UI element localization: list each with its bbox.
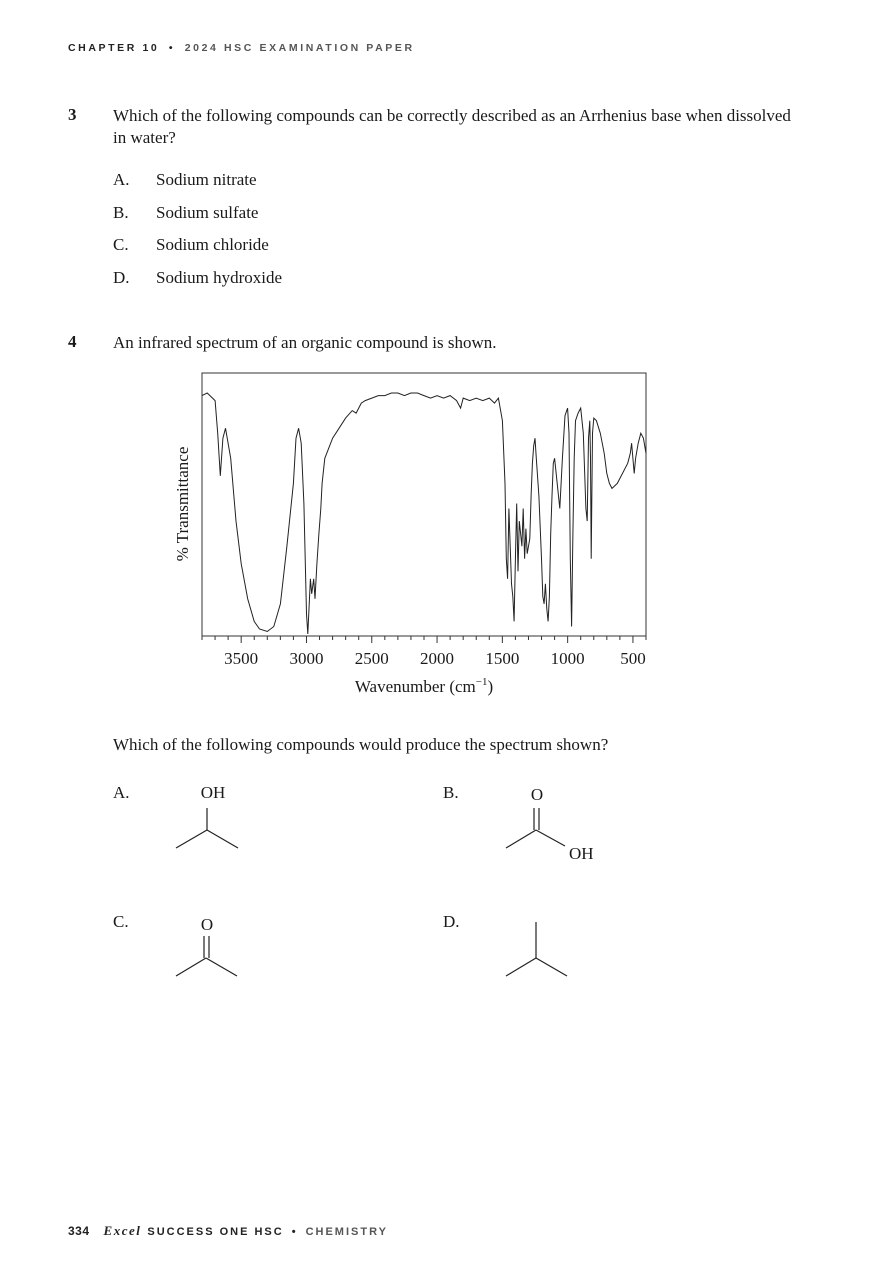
option-letter: D. <box>113 268 130 287</box>
footer-separator: • <box>291 1226 298 1238</box>
q3-option-c <box>113 235 269 255</box>
question-4-text: An infrared spectrum of an organic compound is shown. <box>113 333 497 352</box>
x-tick-label: 2000 <box>420 649 455 668</box>
option-letter: A. <box>113 170 130 189</box>
q4-option-c-letter: C. <box>113 912 129 931</box>
q4-option-b-letter: B. <box>443 783 459 802</box>
bond <box>176 958 206 976</box>
running-head <box>68 42 415 54</box>
x-axis-ticks <box>202 636 646 643</box>
bond <box>206 958 237 976</box>
x-tick-label: 3000 <box>289 649 324 668</box>
spectrum-line <box>202 393 646 634</box>
q4-option-a-letter: A. <box>113 783 130 802</box>
bond <box>536 830 565 846</box>
question-3-number: 3 <box>68 105 77 124</box>
question-4-number: 4 <box>68 332 77 351</box>
propan-2-ol-structure <box>165 778 255 858</box>
x-tick-label: 2500 <box>354 649 389 668</box>
header-separator: • <box>168 42 176 54</box>
bond <box>506 830 536 848</box>
carbonyl-oxygen-label: O <box>200 915 214 934</box>
propanone-structure <box>165 908 255 988</box>
bond <box>536 958 567 976</box>
y-axis-label: % Transmittance <box>173 446 192 562</box>
x-tick-label: 1000 <box>550 649 585 668</box>
q4-option-d-letter: D. <box>443 912 460 931</box>
page-number: 334 <box>68 1224 90 1238</box>
question-4-prompt: Which of the following compounds would produce the spectrum shown? <box>113 735 609 754</box>
option-text: Sodium chloride <box>156 235 269 254</box>
x-tick-label: 3500 <box>224 649 259 668</box>
bond <box>506 958 536 976</box>
option-letter: B. <box>113 203 129 222</box>
ir-spectrum-chart <box>160 362 660 702</box>
header-subtitle: 2024 HSC EXAMINATION PAPER <box>184 42 415 54</box>
question-3-text: Which of the following compounds can be correctly described as an Arrhenius base when dissolved in water? <box>113 106 791 147</box>
hydroxyl-label: OH <box>200 783 226 802</box>
carbonyl-oxygen-label: O <box>530 785 544 804</box>
q3-option-b <box>113 203 258 223</box>
series-title: SUCCESS ONE HSC <box>147 1226 284 1238</box>
methylpropane-structure <box>495 908 585 988</box>
x-tick-label: 500 <box>620 649 646 668</box>
bond <box>176 830 207 848</box>
q3-option-a <box>113 170 257 190</box>
chapter-label: CHAPTER 10 <box>68 42 160 54</box>
brand-logo: Excel <box>103 1223 142 1238</box>
page-footer <box>68 1223 388 1239</box>
x-tick-labels <box>224 649 646 668</box>
q3-option-d <box>113 268 282 288</box>
ethanoic-acid-structure <box>495 778 615 868</box>
hydroxyl-label: OH <box>569 844 594 863</box>
subject-title: CHEMISTRY <box>305 1226 388 1238</box>
bond <box>207 830 238 848</box>
option-text: Sodium sulfate <box>156 203 259 222</box>
option-text: Sodium hydroxide <box>156 268 283 287</box>
option-letter: C. <box>113 235 129 254</box>
x-tick-label: 1500 <box>485 649 520 668</box>
plot-frame <box>202 373 646 636</box>
x-axis-label: Wavenumber $(cm^{-1})$ <box>354 676 494 696</box>
option-text: Sodium nitrate <box>156 170 257 189</box>
